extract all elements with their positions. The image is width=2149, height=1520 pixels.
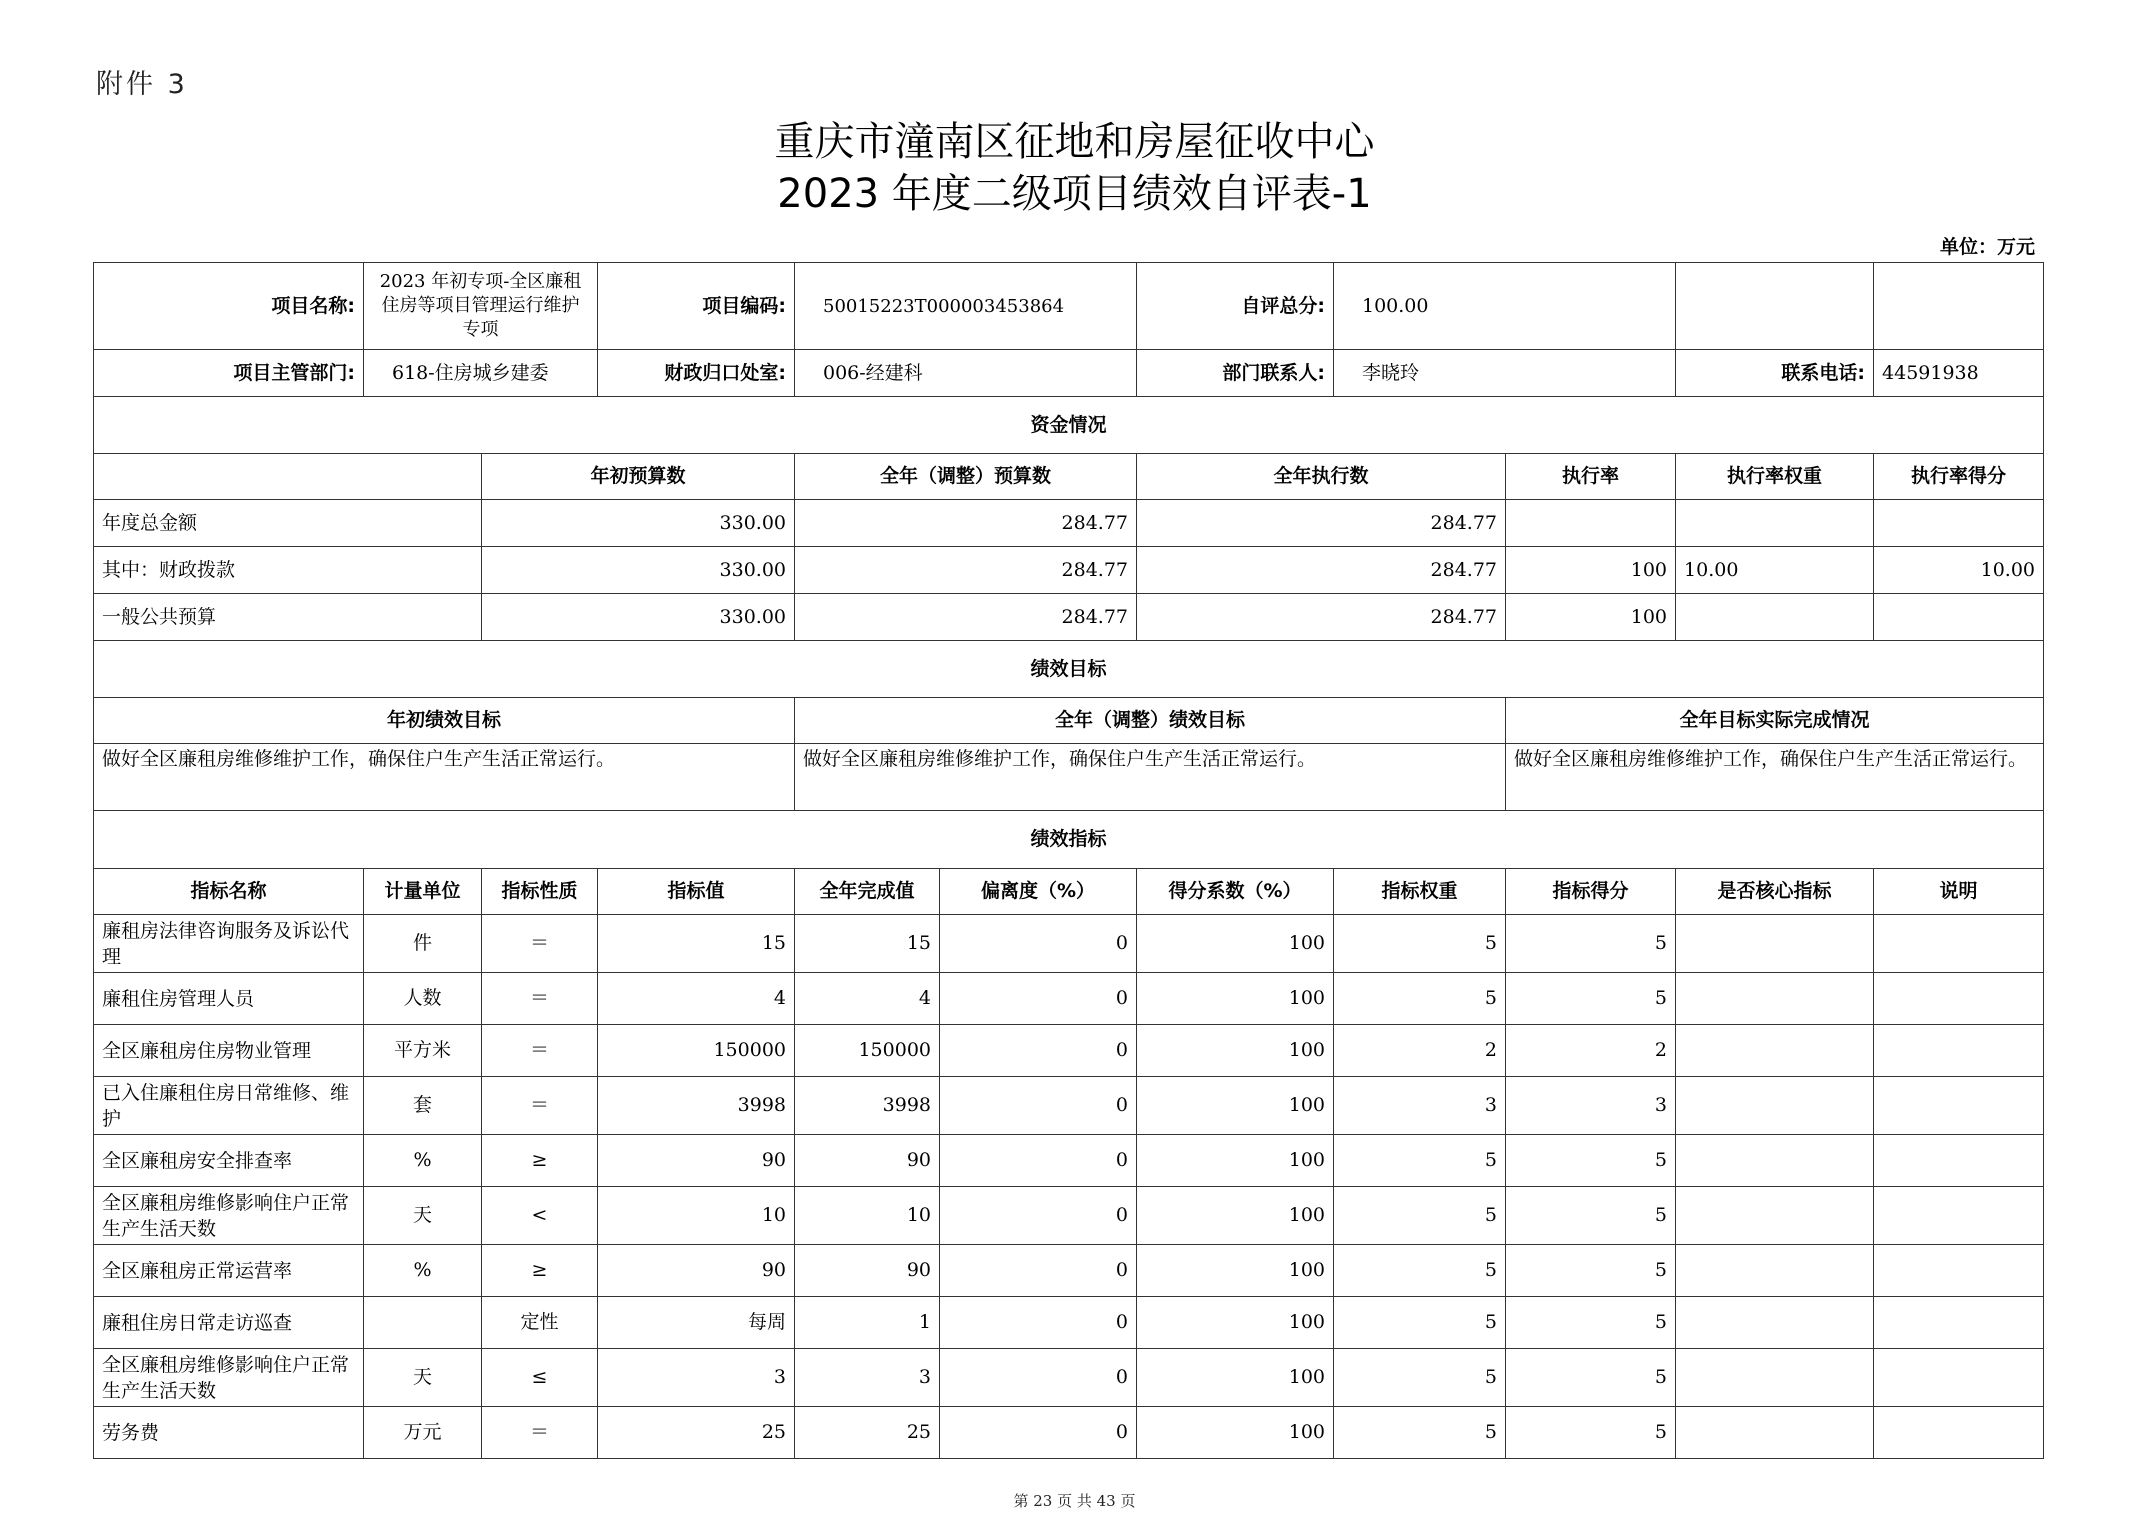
ind-core bbox=[1676, 1407, 1874, 1459]
indicator-row bbox=[94, 1245, 2044, 1297]
project-info-row-2 bbox=[94, 350, 2044, 397]
ind-header-note: 说明 bbox=[1874, 869, 2044, 915]
ind-score: 5 bbox=[1506, 1135, 1676, 1187]
finance-office-value: 006-经建科 bbox=[795, 350, 1137, 397]
ind-nature: 定性 bbox=[482, 1297, 598, 1349]
ind-deviation: 0 bbox=[940, 1077, 1137, 1135]
ind-note bbox=[1874, 1349, 2044, 1407]
funds-row-rate: 100 bbox=[1506, 594, 1676, 641]
indicators-section-title: 绩效指标 bbox=[94, 811, 2044, 869]
ind-done: 15 bbox=[795, 915, 940, 973]
project-info-row-1 bbox=[94, 263, 2044, 350]
funds-row-executed: 284.77 bbox=[1137, 547, 1506, 594]
ind-core bbox=[1676, 1135, 1874, 1187]
funds-header-adjusted: 全年（调整）预算数 bbox=[795, 454, 1137, 500]
phone-label: 联系电话: bbox=[1676, 350, 1874, 397]
empty-cell bbox=[1874, 263, 2044, 350]
funds-row bbox=[94, 547, 2044, 594]
ind-note bbox=[1874, 1407, 2044, 1459]
ind-unit bbox=[364, 1297, 482, 1349]
ind-weight: 2 bbox=[1334, 1025, 1506, 1077]
indicator-row bbox=[94, 915, 2044, 973]
ind-name: 廉租住房管理人员 bbox=[94, 973, 364, 1025]
goals-header-row bbox=[94, 698, 2044, 744]
ind-coef: 100 bbox=[1137, 1245, 1334, 1297]
ind-unit: 件 bbox=[364, 915, 482, 973]
ind-note bbox=[1874, 973, 2044, 1025]
funds-header-weight: 执行率权重 bbox=[1676, 454, 1874, 500]
funds-row-initial: 330.00 bbox=[482, 547, 795, 594]
project-code-label: 项目编码: bbox=[598, 263, 795, 350]
ind-weight: 5 bbox=[1334, 1245, 1506, 1297]
ind-done: 150000 bbox=[795, 1025, 940, 1077]
funds-row-weight: 10.00 bbox=[1676, 547, 1874, 594]
ind-done: 3998 bbox=[795, 1077, 940, 1135]
goals-content-row bbox=[94, 744, 2044, 811]
funds-row-weight bbox=[1676, 594, 1874, 641]
ind-note bbox=[1874, 1297, 2044, 1349]
ind-coef: 100 bbox=[1137, 1297, 1334, 1349]
ind-unit: 天 bbox=[364, 1349, 482, 1407]
goals-initial-text: 做好全区廉租房维修维护工作，确保住户生产生活正常运行。 bbox=[94, 744, 795, 811]
goals-section-title: 绩效目标 bbox=[94, 641, 2044, 698]
ind-score: 5 bbox=[1506, 1407, 1676, 1459]
page-subtitle: 2023 年度二级项目绩效自评表-1 bbox=[777, 171, 1372, 217]
funds-row-rate bbox=[1506, 500, 1676, 547]
ind-weight: 5 bbox=[1334, 915, 1506, 973]
ind-note bbox=[1874, 1245, 2044, 1297]
ind-done: 90 bbox=[795, 1135, 940, 1187]
ind-weight: 3 bbox=[1334, 1077, 1506, 1135]
project-code-value: 50015223T000003453864 bbox=[795, 263, 1137, 350]
indicator-row bbox=[94, 1077, 2044, 1135]
ind-note bbox=[1874, 915, 2044, 973]
ind-deviation: 0 bbox=[940, 1245, 1137, 1297]
ind-header-weight: 指标权重 bbox=[1334, 869, 1506, 915]
goals-adjusted-text: 做好全区廉租房维修维护工作，确保住户生产生活正常运行。 bbox=[795, 744, 1506, 811]
ind-coef: 100 bbox=[1137, 915, 1334, 973]
ind-name: 全区廉租房安全排查率 bbox=[94, 1135, 364, 1187]
funds-row-executed: 284.77 bbox=[1137, 594, 1506, 641]
funds-row-adjusted: 284.77 bbox=[795, 500, 1137, 547]
ind-nature: < bbox=[482, 1187, 598, 1245]
funds-row bbox=[94, 500, 2044, 547]
ind-target: 10 bbox=[598, 1187, 795, 1245]
ind-note bbox=[1874, 1187, 2044, 1245]
ind-header-nature: 指标性质 bbox=[482, 869, 598, 915]
total-score-value: 100.00 bbox=[1334, 263, 1676, 350]
indicator-row bbox=[94, 973, 2044, 1025]
indicator-row bbox=[94, 1349, 2044, 1407]
funds-row-name: 年度总金额 bbox=[94, 500, 482, 547]
funds-header-score: 执行率得分 bbox=[1874, 454, 2044, 500]
ind-target: 150000 bbox=[598, 1025, 795, 1077]
funds-header-row bbox=[94, 454, 2044, 500]
funds-row-executed: 284.77 bbox=[1137, 500, 1506, 547]
ind-target: 3998 bbox=[598, 1077, 795, 1135]
goals-header-initial: 年初绩效目标 bbox=[94, 698, 795, 744]
indicator-row bbox=[94, 1187, 2044, 1245]
ind-score: 5 bbox=[1506, 1349, 1676, 1407]
ind-coef: 100 bbox=[1137, 1025, 1334, 1077]
page-footer: 第 23 页 共 43 页 bbox=[1013, 1492, 1136, 1510]
ind-unit: 平方米 bbox=[364, 1025, 482, 1077]
total-score-label: 自评总分: bbox=[1137, 263, 1334, 350]
ind-nature: ≤ bbox=[482, 1349, 598, 1407]
ind-deviation: 0 bbox=[940, 1025, 1137, 1077]
ind-unit: 万元 bbox=[364, 1407, 482, 1459]
dept-label: 项目主管部门: bbox=[94, 350, 364, 397]
funds-row-rate: 100 bbox=[1506, 547, 1676, 594]
ind-nature: ＝ bbox=[482, 973, 598, 1025]
empty-cell bbox=[94, 454, 482, 500]
ind-target: 每周 bbox=[598, 1297, 795, 1349]
indicators-section-row bbox=[94, 811, 2044, 869]
ind-name: 全区廉租房维修影响住户正常生产生活天数 bbox=[94, 1349, 364, 1407]
attachment-label: 附件 3 bbox=[96, 69, 188, 100]
evaluation-table bbox=[93, 262, 2044, 1459]
ind-core bbox=[1676, 1077, 1874, 1135]
ind-deviation: 0 bbox=[940, 915, 1137, 973]
ind-header-deviation: 偏离度（%） bbox=[940, 869, 1137, 915]
ind-unit: 套 bbox=[364, 1077, 482, 1135]
funds-header-executed: 全年执行数 bbox=[1137, 454, 1506, 500]
funds-header-rate: 执行率 bbox=[1506, 454, 1676, 500]
ind-header-done: 全年完成值 bbox=[795, 869, 940, 915]
ind-header-target: 指标值 bbox=[598, 869, 795, 915]
indicator-row bbox=[94, 1025, 2044, 1077]
ind-target: 90 bbox=[598, 1245, 795, 1297]
ind-coef: 100 bbox=[1137, 1407, 1334, 1459]
ind-core bbox=[1676, 1187, 1874, 1245]
phone-value: 44591938 bbox=[1874, 350, 2044, 397]
ind-unit: 人数 bbox=[364, 973, 482, 1025]
ind-done: 10 bbox=[795, 1187, 940, 1245]
ind-target: 3 bbox=[598, 1349, 795, 1407]
ind-coef: 100 bbox=[1137, 1077, 1334, 1135]
ind-header-unit: 计量单位 bbox=[364, 869, 482, 915]
ind-score: 2 bbox=[1506, 1025, 1676, 1077]
ind-weight: 5 bbox=[1334, 1135, 1506, 1187]
unit-label: 单位：万元 bbox=[1939, 236, 2035, 258]
ind-note bbox=[1874, 1025, 2044, 1077]
funds-header-initial: 年初预算数 bbox=[482, 454, 795, 500]
ind-done: 3 bbox=[795, 1349, 940, 1407]
ind-deviation: 0 bbox=[940, 1135, 1137, 1187]
ind-deviation: 0 bbox=[940, 1349, 1137, 1407]
funds-row-score: 10.00 bbox=[1874, 547, 2044, 594]
ind-deviation: 0 bbox=[940, 1407, 1137, 1459]
indicator-row bbox=[94, 1297, 2044, 1349]
ind-core bbox=[1676, 1297, 1874, 1349]
project-name-label: 项目名称: bbox=[94, 263, 364, 350]
ind-core bbox=[1676, 1025, 1874, 1077]
ind-name: 劳务费 bbox=[94, 1407, 364, 1459]
ind-core bbox=[1676, 915, 1874, 973]
funds-section-row bbox=[94, 397, 2044, 454]
funds-section-title: 资金情况 bbox=[94, 397, 2044, 454]
ind-done: 90 bbox=[795, 1245, 940, 1297]
ind-target: 25 bbox=[598, 1407, 795, 1459]
ind-deviation: 0 bbox=[940, 1187, 1137, 1245]
indicators-body bbox=[94, 915, 2044, 1459]
ind-deviation: 0 bbox=[940, 1297, 1137, 1349]
ind-unit: % bbox=[364, 1135, 482, 1187]
goals-actual-text: 做好全区廉租房维修维护工作，确保住户生产生活正常运行。 bbox=[1506, 744, 2044, 811]
ind-header-score: 指标得分 bbox=[1506, 869, 1676, 915]
dept-value: 618-住房城乡建委 bbox=[364, 350, 598, 397]
funds-row-weight bbox=[1676, 500, 1874, 547]
funds-row-name: 一般公共预算 bbox=[94, 594, 482, 641]
funds-row-score bbox=[1874, 500, 2044, 547]
ind-weight: 5 bbox=[1334, 1297, 1506, 1349]
ind-done: 4 bbox=[795, 973, 940, 1025]
funds-row-initial: 330.00 bbox=[482, 500, 795, 547]
page-title: 重庆市潼南区征地和房屋征收中心 bbox=[774, 119, 1375, 165]
ind-name: 已入住廉租住房日常维修、维护 bbox=[94, 1077, 364, 1135]
ind-weight: 5 bbox=[1334, 1349, 1506, 1407]
ind-score: 5 bbox=[1506, 1187, 1676, 1245]
ind-unit: % bbox=[364, 1245, 482, 1297]
ind-core bbox=[1676, 1245, 1874, 1297]
funds-row bbox=[94, 594, 2044, 641]
ind-done: 1 bbox=[795, 1297, 940, 1349]
ind-done: 25 bbox=[795, 1407, 940, 1459]
ind-name: 全区廉租房正常运营率 bbox=[94, 1245, 364, 1297]
ind-name: 廉租房法律咨询服务及诉讼代理 bbox=[94, 915, 364, 973]
ind-target: 4 bbox=[598, 973, 795, 1025]
ind-target: 90 bbox=[598, 1135, 795, 1187]
funds-row-adjusted: 284.77 bbox=[795, 547, 1137, 594]
ind-name: 全区廉租房住房物业管理 bbox=[94, 1025, 364, 1077]
indicator-row bbox=[94, 1135, 2044, 1187]
ind-score: 5 bbox=[1506, 1297, 1676, 1349]
contact-label: 部门联系人: bbox=[1137, 350, 1334, 397]
project-name-value: 2023 年初专项-全区廉租住房等项目管理运行维护专项 bbox=[364, 263, 598, 350]
ind-nature: ＝ bbox=[482, 915, 598, 973]
ind-unit: 天 bbox=[364, 1187, 482, 1245]
ind-note bbox=[1874, 1077, 2044, 1135]
funds-row-adjusted: 284.77 bbox=[795, 594, 1137, 641]
ind-nature: ＝ bbox=[482, 1077, 598, 1135]
ind-nature: ≥ bbox=[482, 1135, 598, 1187]
ind-weight: 5 bbox=[1334, 1187, 1506, 1245]
ind-name: 廉租住房日常走访巡查 bbox=[94, 1297, 364, 1349]
indicator-row bbox=[94, 1407, 2044, 1459]
ind-weight: 5 bbox=[1334, 1407, 1506, 1459]
finance-office-label: 财政归口处室: bbox=[598, 350, 795, 397]
ind-core bbox=[1676, 1349, 1874, 1407]
ind-coef: 100 bbox=[1137, 1349, 1334, 1407]
ind-nature: ＝ bbox=[482, 1025, 598, 1077]
ind-weight: 5 bbox=[1334, 973, 1506, 1025]
ind-score: 5 bbox=[1506, 1245, 1676, 1297]
ind-note bbox=[1874, 1135, 2044, 1187]
ind-name: 全区廉租房维修影响住户正常生产生活天数 bbox=[94, 1187, 364, 1245]
indicators-header-row bbox=[94, 869, 2044, 915]
ind-header-name: 指标名称 bbox=[94, 869, 364, 915]
ind-header-core: 是否核心指标 bbox=[1676, 869, 1874, 915]
goals-section-row bbox=[94, 641, 2044, 698]
ind-score: 3 bbox=[1506, 1077, 1676, 1135]
goals-header-adjusted: 全年（调整）绩效目标 bbox=[795, 698, 1506, 744]
goals-header-actual: 全年目标实际完成情况 bbox=[1506, 698, 2044, 744]
ind-deviation: 0 bbox=[940, 973, 1137, 1025]
funds-row-score bbox=[1874, 594, 2044, 641]
ind-score: 5 bbox=[1506, 973, 1676, 1025]
ind-header-coef: 得分系数（%） bbox=[1137, 869, 1334, 915]
ind-target: 15 bbox=[598, 915, 795, 973]
ind-core bbox=[1676, 973, 1874, 1025]
ind-coef: 100 bbox=[1137, 1187, 1334, 1245]
contact-value: 李晓玲 bbox=[1334, 350, 1676, 397]
ind-coef: 100 bbox=[1137, 1135, 1334, 1187]
funds-row-name: 其中：财政拨款 bbox=[94, 547, 482, 594]
ind-nature: ＝ bbox=[482, 1407, 598, 1459]
empty-cell bbox=[1676, 263, 1874, 350]
ind-score: 5 bbox=[1506, 915, 1676, 973]
ind-coef: 100 bbox=[1137, 973, 1334, 1025]
funds-row-initial: 330.00 bbox=[482, 594, 795, 641]
ind-nature: ≥ bbox=[482, 1245, 598, 1297]
